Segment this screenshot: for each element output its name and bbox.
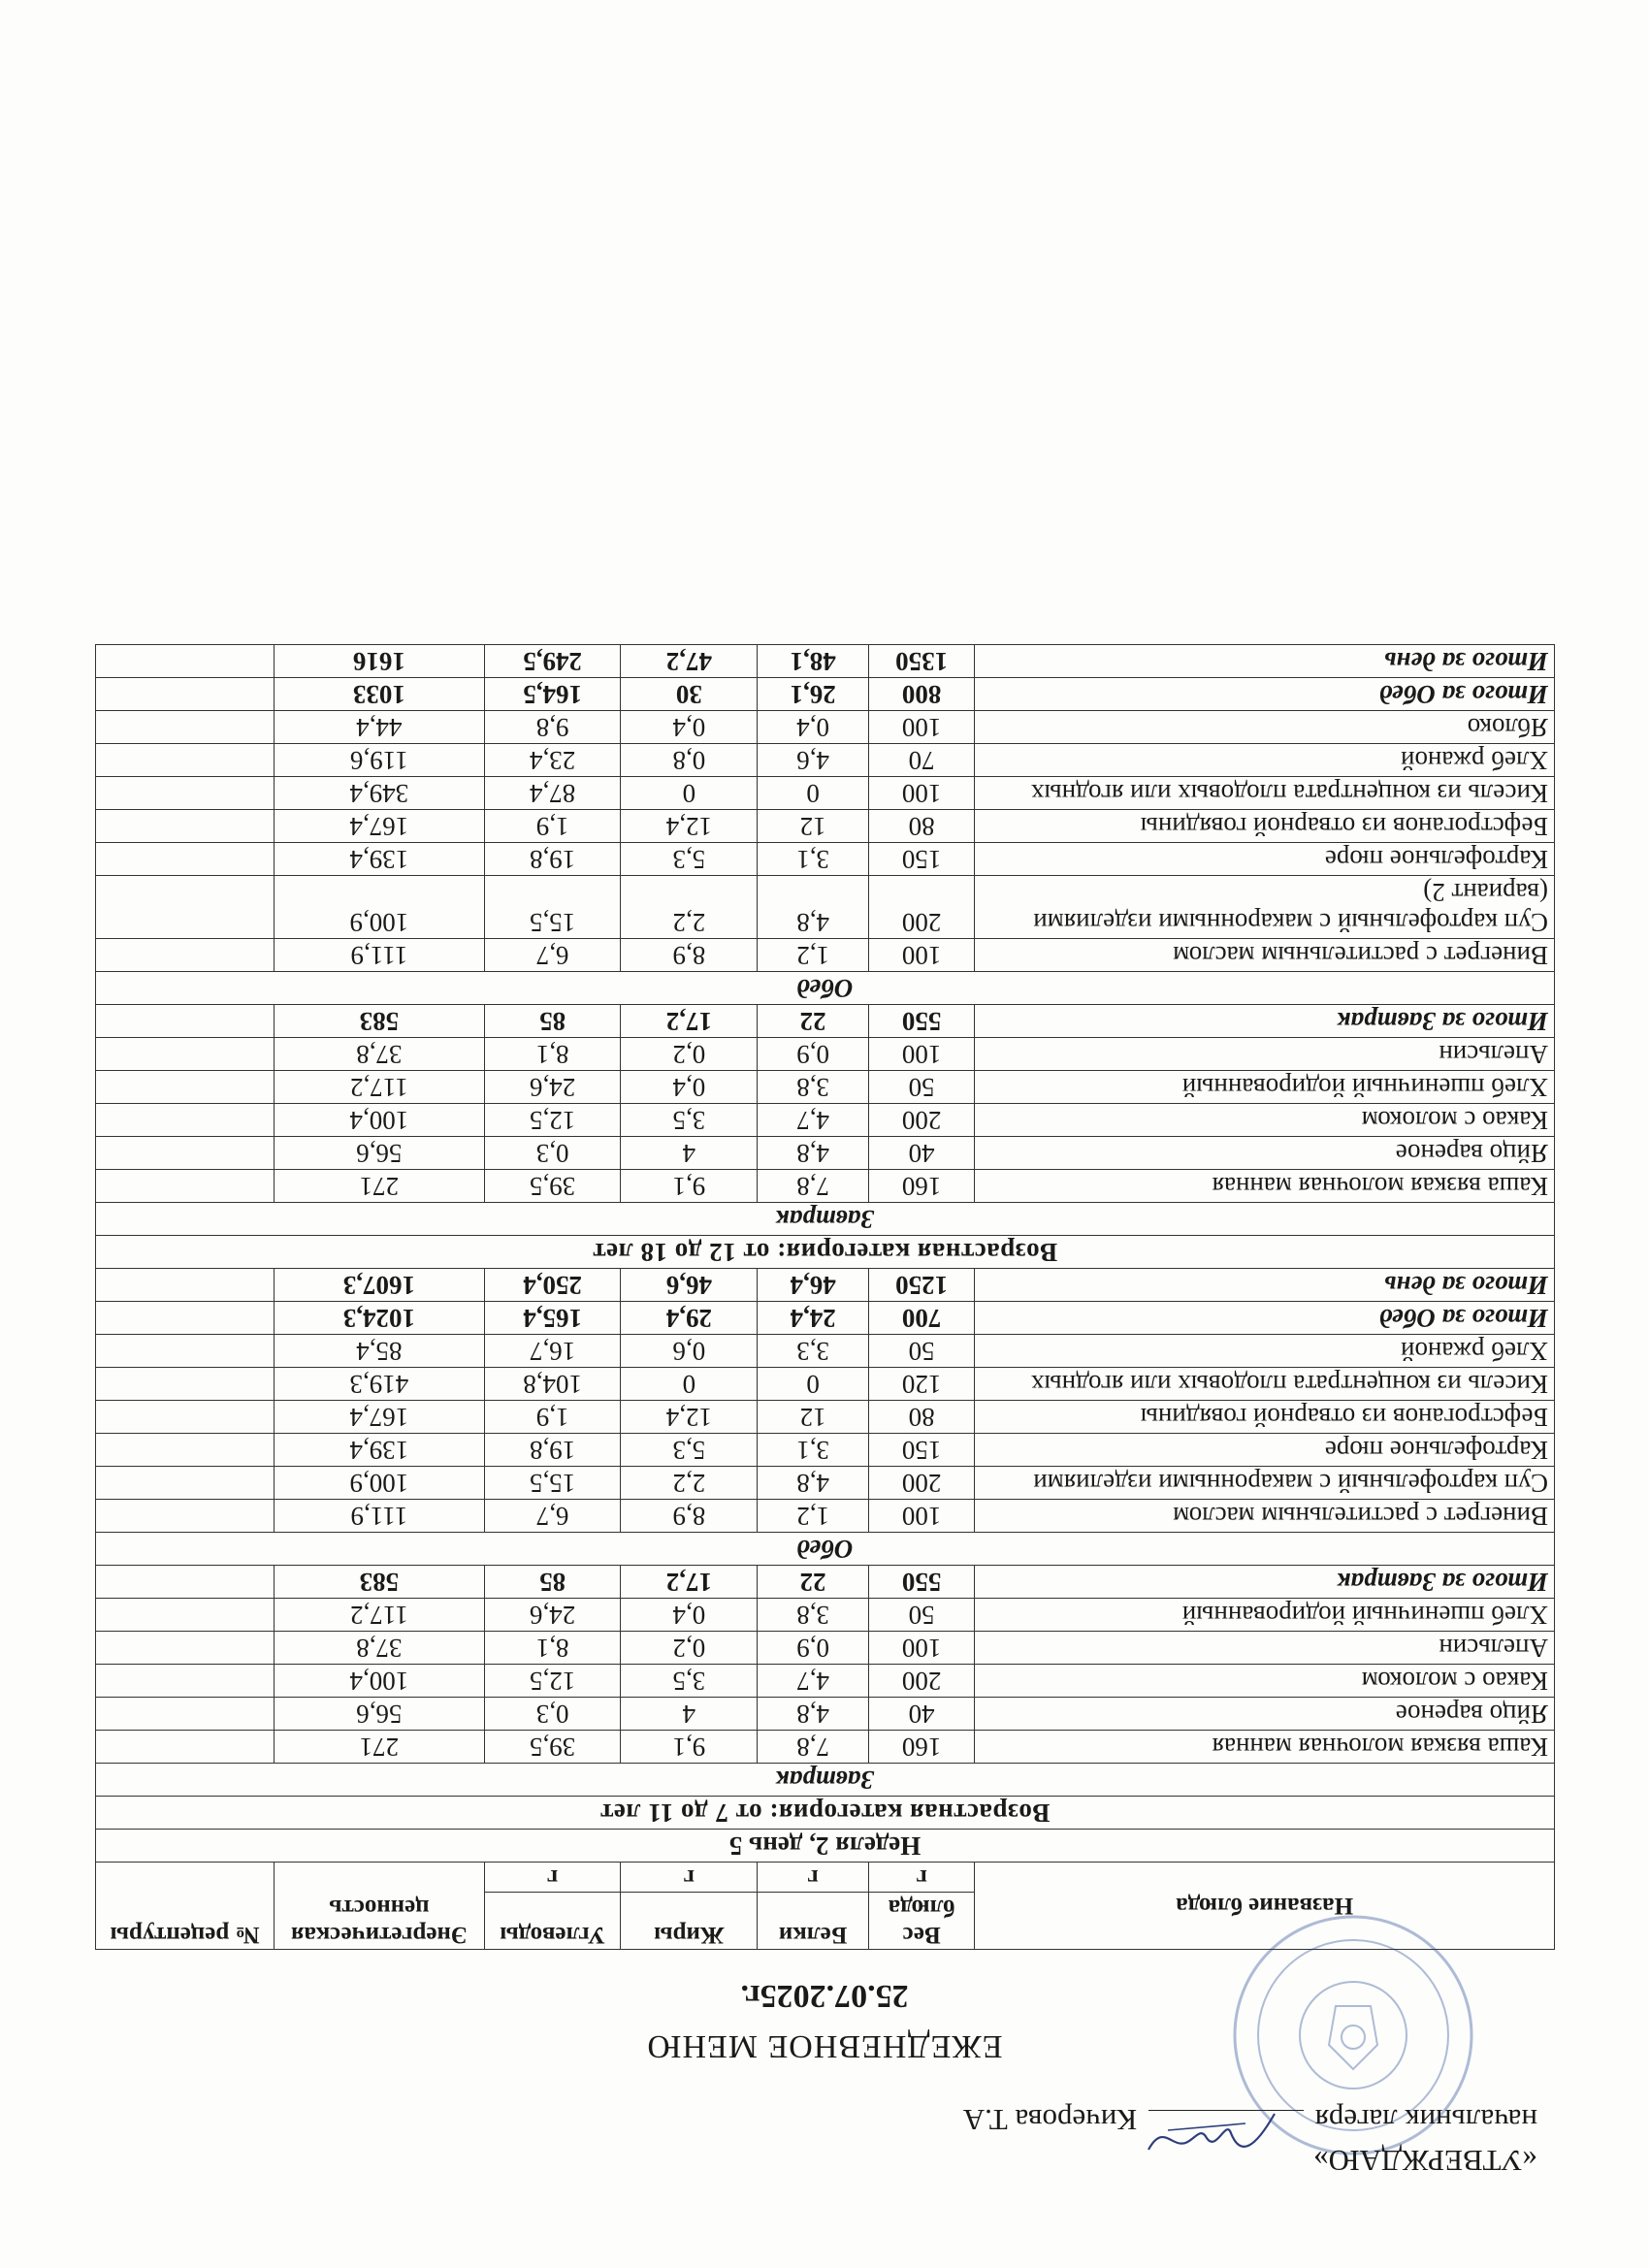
cell-carbs: 6,7 [484, 939, 621, 972]
cell-weight: 200 [868, 1104, 974, 1137]
cell-name: Апельсин [975, 1632, 1555, 1665]
cell-carbs: 19,8 [484, 1434, 621, 1467]
cell-carbs: 250,4 [484, 1269, 621, 1302]
meal-section-row [96, 1533, 1555, 1566]
signature-line [1148, 2110, 1304, 2138]
cell-proteins: 22 [758, 1005, 869, 1038]
week-label: Неделя 2, день 5 [96, 1830, 1555, 1863]
cell-fats: 0 [621, 1368, 758, 1401]
meal-section-row-label: Завтрак [96, 1764, 1555, 1797]
table-row [96, 1071, 1555, 1104]
cell-energy: 85,4 [275, 1335, 485, 1368]
cell-recipe [96, 1566, 275, 1599]
cell-energy: 1033 [275, 678, 485, 711]
cell-name: Хлеб пшеничный йодированный [975, 1071, 1555, 1104]
meal-total-row [96, 1302, 1555, 1335]
cell-name: Итого за день [975, 1269, 1555, 1302]
cell-carbs: 0,3 [484, 1137, 621, 1170]
cell-carbs: 23,4 [484, 744, 621, 777]
cell-recipe [96, 1632, 275, 1665]
cell-carbs: 104,8 [484, 1368, 621, 1401]
cell-carbs: 87,4 [484, 777, 621, 810]
cell-proteins: 4,6 [758, 744, 869, 777]
cell-proteins: 12 [758, 1401, 869, 1434]
cell-recipe [96, 1500, 275, 1533]
cell-recipe [96, 1401, 275, 1434]
cell-carbs: 165,4 [484, 1302, 621, 1335]
cell-recipe [96, 1071, 275, 1104]
cell-recipe [96, 1731, 275, 1764]
cell-recipe [96, 1335, 275, 1368]
cell-fats: 47,2 [621, 645, 758, 678]
cell-energy: 167,4 [275, 810, 485, 843]
cell-recipe [96, 1269, 275, 1302]
approval-block [858, 2099, 1537, 2181]
cell-fats: 2,2 [621, 1467, 758, 1500]
cell-fats: 5,3 [621, 843, 758, 876]
cell-proteins: 4,8 [758, 1698, 869, 1731]
cell-proteins: 0 [758, 1368, 869, 1401]
cell-proteins: 3,8 [758, 1599, 869, 1632]
cell-weight: 50 [868, 1071, 974, 1104]
cell-fats: 17,2 [621, 1005, 758, 1038]
table-row [96, 744, 1555, 777]
cell-proteins: 12 [758, 810, 869, 843]
cell-name: Какао с молоком [975, 1104, 1555, 1137]
cell-weight: 100 [868, 1038, 974, 1071]
cell-name: Бефстроганов из отварной говядины [975, 810, 1555, 843]
cell-energy: 1607,3 [275, 1269, 485, 1302]
table-row [96, 1104, 1555, 1137]
cell-weight: 160 [868, 1731, 974, 1764]
cell-fats: 3,5 [621, 1665, 758, 1698]
cell-name: Хлеб ржаной [975, 744, 1555, 777]
cell-fats: 8,9 [621, 939, 758, 972]
cell-carbs: 1,9 [484, 1401, 621, 1434]
cell-recipe [96, 939, 275, 972]
cell-name: Итого за Обед [975, 1302, 1555, 1335]
col-header-carbs: Углеводы [484, 1893, 621, 1950]
table-row [96, 1632, 1555, 1665]
cell-energy: 100,9 [275, 876, 485, 939]
signature-icon [1139, 2099, 1284, 2167]
cell-recipe [96, 744, 275, 777]
cell-proteins: 22 [758, 1566, 869, 1599]
unit-weight: г [868, 1863, 974, 1893]
meal-section-row-label: Обед [96, 972, 1555, 1005]
cell-proteins: 3,3 [758, 1335, 869, 1368]
cell-fats: 0,6 [621, 1335, 758, 1368]
cell-fats: 12,4 [621, 810, 758, 843]
cell-name: Суп картофельный с макаронными изделиями [975, 1467, 1555, 1500]
cell-weight: 1250 [868, 1269, 974, 1302]
cell-fats: 5,3 [621, 1434, 758, 1467]
meal-section-row [96, 1203, 1555, 1236]
cell-fats: 4 [621, 1137, 758, 1170]
col-header-weight: Вес блюда [868, 1893, 974, 1950]
cell-weight: 1350 [868, 645, 974, 678]
menu-table [95, 644, 1555, 1950]
table-row [96, 1038, 1555, 1071]
cell-name: Винегрет с растительным маслом [975, 1500, 1555, 1533]
cell-recipe [96, 1137, 275, 1170]
cell-fats: 3,5 [621, 1104, 758, 1137]
table-row [96, 1467, 1555, 1500]
cell-name: Суп картофельный с макаронными изделиями (вариант 2) [975, 876, 1555, 939]
cell-fats: 30 [621, 678, 758, 711]
cell-proteins: 3,1 [758, 843, 869, 876]
cell-weight: 100 [868, 1632, 974, 1665]
cell-weight: 70 [868, 744, 974, 777]
cell-energy: 583 [275, 1005, 485, 1038]
cell-proteins: 4,8 [758, 1467, 869, 1500]
cell-weight: 150 [868, 1434, 974, 1467]
meal-total-row [96, 1566, 1555, 1599]
cell-fats: 0,4 [621, 1599, 758, 1632]
cell-name: Картофельное пюре [975, 843, 1555, 876]
cell-weight: 50 [868, 1335, 974, 1368]
cell-carbs: 1,9 [484, 810, 621, 843]
cell-proteins: 0,4 [758, 711, 869, 744]
cell-energy: 583 [275, 1566, 485, 1599]
approver-name: Кичерова Т.А [962, 2103, 1138, 2137]
cell-fats: 2,2 [621, 876, 758, 939]
cell-weight: 50 [868, 1599, 974, 1632]
table-row [96, 1434, 1555, 1467]
table-row [96, 939, 1555, 972]
table-row [96, 1368, 1555, 1401]
cell-proteins: 1,2 [758, 1500, 869, 1533]
age-category-row-label: Возрастная категория: от 7 до 11 лет [96, 1797, 1555, 1830]
cell-name: Апельсин [975, 1038, 1555, 1071]
table-row [96, 1731, 1555, 1764]
cell-recipe [96, 1005, 275, 1038]
cell-energy: 139,4 [275, 1434, 485, 1467]
table-row [96, 777, 1555, 810]
cell-weight: 550 [868, 1005, 974, 1038]
cell-carbs: 249,5 [484, 645, 621, 678]
cell-carbs: 6,7 [484, 1500, 621, 1533]
approval-signature-line [858, 2099, 1537, 2140]
cell-recipe [96, 645, 275, 678]
cell-proteins: 4,7 [758, 1104, 869, 1137]
day-total-row [96, 645, 1555, 678]
table-row [96, 1599, 1555, 1632]
cell-fats: 12,4 [621, 1401, 758, 1434]
cell-energy: 117,2 [275, 1071, 485, 1104]
cell-name: Хлеб пшеничный йодированный [975, 1599, 1555, 1632]
cell-carbs: 24,6 [484, 1071, 621, 1104]
table-row [96, 1335, 1555, 1368]
cell-recipe [96, 711, 275, 744]
table-header-row [96, 1893, 1555, 1950]
cell-weight: 700 [868, 1302, 974, 1335]
cell-weight: 40 [868, 1137, 974, 1170]
cell-carbs: 8,1 [484, 1038, 621, 1071]
cell-carbs: 12,5 [484, 1665, 621, 1698]
cell-name: Итого за Завтрак [975, 1005, 1555, 1038]
cell-carbs: 15,5 [484, 876, 621, 939]
cell-recipe [96, 1665, 275, 1698]
cell-recipe [96, 1104, 275, 1137]
cell-name: Итого за Обед [975, 678, 1555, 711]
cell-proteins: 48,1 [758, 645, 869, 678]
table-row [96, 711, 1555, 744]
cell-energy: 167,4 [275, 1401, 485, 1434]
approval-heading: «УТВЕРЖДАЮ» [1313, 2144, 1537, 2178]
cell-recipe [96, 1698, 275, 1731]
col-header-proteins: Белки [758, 1893, 869, 1950]
cell-carbs: 164,5 [484, 678, 621, 711]
cell-name: Бефстроганов из отварной говядины [975, 1401, 1555, 1434]
cell-name: Хлеб ржаной [975, 1335, 1555, 1368]
cell-fats: 17,2 [621, 1566, 758, 1599]
week-row [96, 1830, 1555, 1863]
cell-fats: 29,4 [621, 1302, 758, 1335]
cell-proteins: 3,8 [758, 1071, 869, 1104]
cell-energy: 111,9 [275, 939, 485, 972]
cell-energy: 1616 [275, 645, 485, 678]
cell-carbs: 19,8 [484, 843, 621, 876]
cell-carbs: 0,3 [484, 1698, 621, 1731]
cell-energy: 139,4 [275, 843, 485, 876]
cell-fats: 0 [621, 777, 758, 810]
cell-carbs: 15,5 [484, 1467, 621, 1500]
col-header-name: Название блюда [975, 1863, 1555, 1950]
table-row [96, 843, 1555, 876]
cell-carbs: 85 [484, 1005, 621, 1038]
cell-weight: 100 [868, 711, 974, 744]
cell-recipe [96, 1302, 275, 1335]
cell-weight: 100 [868, 1500, 974, 1533]
cell-recipe [96, 810, 275, 843]
cell-weight: 200 [868, 1467, 974, 1500]
cell-fats: 0,2 [621, 1632, 758, 1665]
table-row [96, 876, 1555, 939]
cell-carbs: 12,5 [484, 1104, 621, 1137]
cell-weight: 200 [868, 876, 974, 939]
cell-name: Кисель из концентрата плодовых или ягодных [975, 1368, 1555, 1401]
cell-proteins: 3,1 [758, 1434, 869, 1467]
cell-weight: 100 [868, 777, 974, 810]
table-row [96, 1137, 1555, 1170]
cell-fats: 0,4 [621, 1071, 758, 1104]
cell-energy: 44,4 [275, 711, 485, 744]
cell-weight: 80 [868, 1401, 974, 1434]
cell-name: Винегрет с растительным маслом [975, 939, 1555, 972]
cell-weight: 150 [868, 843, 974, 876]
cell-energy: 111,9 [275, 1500, 485, 1533]
cell-recipe [96, 1434, 275, 1467]
cell-recipe [96, 1038, 275, 1071]
unit-proteins: г [758, 1863, 869, 1893]
cell-carbs: 39,5 [484, 1170, 621, 1203]
age-category-row [96, 1236, 1555, 1269]
cell-fats: 8,9 [621, 1500, 758, 1533]
cell-name: Итого за Завтрак [975, 1566, 1555, 1599]
cell-energy: 56,6 [275, 1137, 485, 1170]
table-row [96, 1698, 1555, 1731]
day-total-row [96, 1269, 1555, 1302]
table-row [96, 1665, 1555, 1698]
cell-proteins: 0,9 [758, 1038, 869, 1071]
age-category-row [96, 1797, 1555, 1830]
table-row [96, 1170, 1555, 1203]
col-header-fats: Жиры [621, 1893, 758, 1950]
cell-recipe [96, 876, 275, 939]
cell-recipe [96, 1467, 275, 1500]
meal-total-row [96, 1005, 1555, 1038]
cell-proteins: 4,7 [758, 1665, 869, 1698]
cell-energy: 37,8 [275, 1632, 485, 1665]
cell-carbs: 9,8 [484, 711, 621, 744]
cell-proteins: 24,4 [758, 1302, 869, 1335]
col-header-recipe: № рецептуры [96, 1863, 275, 1950]
cell-weight: 40 [868, 1698, 974, 1731]
cell-proteins: 4,8 [758, 876, 869, 939]
cell-energy: 1024,3 [275, 1302, 485, 1335]
approver-position: начальник лагеря [1314, 2103, 1537, 2137]
cell-fats: 0,2 [621, 1038, 758, 1071]
cell-recipe [96, 843, 275, 876]
cell-energy: 100,4 [275, 1665, 485, 1698]
table-row [96, 1401, 1555, 1434]
table-row [96, 810, 1555, 843]
cell-proteins: 7,8 [758, 1731, 869, 1764]
cell-energy: 271 [275, 1170, 485, 1203]
cell-recipe [96, 777, 275, 810]
cell-energy: 100,4 [275, 1104, 485, 1137]
cell-name: Каша вязкая молочная манная [975, 1170, 1555, 1203]
cell-weight: 80 [868, 810, 974, 843]
cell-recipe [96, 1368, 275, 1401]
cell-proteins: 26,1 [758, 678, 869, 711]
cell-energy: 419,3 [275, 1368, 485, 1401]
document-title: ЕЖЕДНЕВНОЕ МЕНЮ [646, 2028, 1003, 2064]
document-date: 25.07.2025г. [740, 1978, 909, 2014]
cell-name: Кисель из концентрата плодовых или ягодных [975, 777, 1555, 810]
cell-name: Каша вязкая молочная манная [975, 1731, 1555, 1764]
unit-carbs: г [484, 1863, 621, 1893]
cell-carbs: 85 [484, 1566, 621, 1599]
menu-table-body [96, 645, 1555, 1863]
cell-energy: 119,6 [275, 744, 485, 777]
cell-proteins: 7,8 [758, 1170, 869, 1203]
cell-name: Яйцо вареное [975, 1137, 1555, 1170]
cell-name: Итого за день [975, 645, 1555, 678]
cell-fats: 4 [621, 1698, 758, 1731]
cell-energy: 100,9 [275, 1467, 485, 1500]
cell-carbs: 8,1 [484, 1632, 621, 1665]
cell-fats: 9,1 [621, 1170, 758, 1203]
cell-carbs: 16,7 [484, 1335, 621, 1368]
meal-section-row-label: Обед [96, 1533, 1555, 1566]
cell-weight: 160 [868, 1170, 974, 1203]
cell-proteins: 46,4 [758, 1269, 869, 1302]
cell-weight: 550 [868, 1566, 974, 1599]
cell-name: Яблоко [975, 711, 1555, 744]
cell-carbs: 39,5 [484, 1731, 621, 1764]
cell-name: Картофельное пюре [975, 1434, 1555, 1467]
age-category-row-label: Возрастная категория: от 12 до 18 лет [96, 1236, 1555, 1269]
meal-total-row [96, 678, 1555, 711]
cell-recipe [96, 1170, 275, 1203]
cell-weight: 100 [868, 939, 974, 972]
meal-section-row [96, 1764, 1555, 1797]
cell-energy: 117,2 [275, 1599, 485, 1632]
meal-section-row [96, 972, 1555, 1005]
cell-energy: 271 [275, 1731, 485, 1764]
cell-recipe [96, 1599, 275, 1632]
cell-weight: 120 [868, 1368, 974, 1401]
cell-proteins: 0,9 [758, 1632, 869, 1665]
cell-fats: 0,8 [621, 744, 758, 777]
meal-section-row-label: Завтрак [96, 1203, 1555, 1236]
unit-fats: г [621, 1863, 758, 1893]
table-row [96, 1500, 1555, 1533]
col-header-energy: Энергетическая ценность [275, 1863, 485, 1950]
cell-energy: 349,4 [275, 777, 485, 810]
cell-name: Какао с молоком [975, 1665, 1555, 1698]
cell-proteins: 0 [758, 777, 869, 810]
cell-proteins: 4,8 [758, 1137, 869, 1170]
cell-weight: 800 [868, 678, 974, 711]
cell-proteins: 1,2 [758, 939, 869, 972]
cell-weight: 200 [868, 1665, 974, 1698]
cell-fats: 46,6 [621, 1269, 758, 1302]
cell-energy: 56,6 [275, 1698, 485, 1731]
cell-name: Яйцо вареное [975, 1698, 1555, 1731]
cell-carbs: 24,6 [484, 1599, 621, 1632]
cell-fats: 0,4 [621, 711, 758, 744]
cell-fats: 9,1 [621, 1731, 758, 1764]
cell-recipe [96, 678, 275, 711]
cell-energy: 37,8 [275, 1038, 485, 1071]
